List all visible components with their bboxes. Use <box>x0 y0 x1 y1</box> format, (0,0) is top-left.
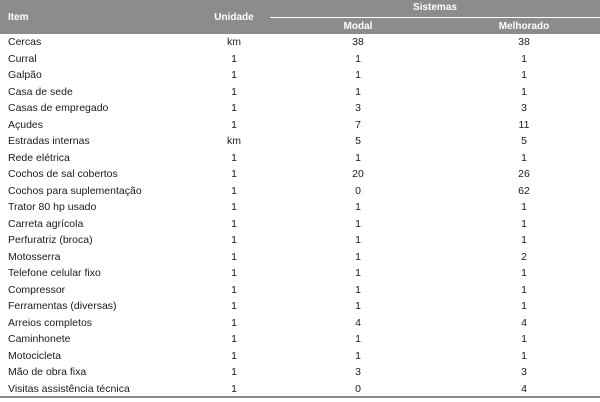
table-row <box>0 216 600 233</box>
cell-melhorado: 38 <box>518 36 530 48</box>
cell-item: Cochos de sal cobertos <box>8 168 118 180</box>
cell-modal: 1 <box>355 52 361 65</box>
cell-modal: 0 <box>355 184 361 197</box>
cell-unidade: 1 <box>231 333 237 345</box>
table-row <box>0 232 600 249</box>
cell-melhorado: 2 <box>521 250 527 263</box>
cell-modal: 1 <box>355 234 361 246</box>
cell-item: Compressor <box>8 283 66 296</box>
cell-unidade: km <box>227 36 241 48</box>
table-row <box>0 34 600 51</box>
cell-item: Mão de obra fixa <box>8 366 87 378</box>
cell-melhorado: 1 <box>521 234 527 246</box>
cell-unidade: 1 <box>231 300 237 312</box>
cell-modal: 3 <box>355 102 361 114</box>
cell-modal: 1 <box>355 217 361 230</box>
cell-melhorado: 3 <box>521 366 527 378</box>
cell-melhorado: 5 <box>521 135 527 147</box>
cell-melhorado: 26 <box>518 168 530 180</box>
cell-modal: 1 <box>355 151 361 164</box>
cell-unidade: 1 <box>231 151 237 164</box>
table-row <box>0 381 600 398</box>
cell-item: Açudes <box>8 118 44 131</box>
table-row <box>0 67 600 84</box>
cell-item: Arreios completos <box>8 316 93 329</box>
cell-unidade: 1 <box>231 250 237 263</box>
table-row <box>0 265 600 282</box>
cell-item: Rede elétrica <box>8 151 70 164</box>
cell-item: Visitas assistência técnica <box>8 382 130 395</box>
cell-unidade: 1 <box>231 118 237 131</box>
cell-melhorado: 1 <box>521 267 527 279</box>
cell-melhorado: 1 <box>521 300 527 312</box>
cell-unidade: 1 <box>231 69 237 81</box>
header-sistemas: Sistemas <box>413 2 457 13</box>
cell-melhorado: 62 <box>518 184 530 197</box>
cell-unidade: km <box>227 135 241 147</box>
cell-melhorado: 1 <box>521 349 527 362</box>
cell-unidade: 1 <box>231 52 237 65</box>
cell-unidade: 1 <box>231 267 237 279</box>
cell-modal: 1 <box>355 201 361 213</box>
cell-melhorado: 1 <box>521 201 527 213</box>
table-row <box>0 133 600 150</box>
table-row <box>0 282 600 299</box>
cell-unidade: 1 <box>231 283 237 296</box>
cell-unidade: 1 <box>231 349 237 362</box>
cell-melhorado: 4 <box>521 382 527 395</box>
header-unidade: Unidade <box>214 12 254 23</box>
table-row <box>0 315 600 332</box>
table-row <box>0 199 600 216</box>
cell-item: Estradas internas <box>8 135 90 147</box>
cell-melhorado: 1 <box>521 151 527 164</box>
cell-item: Motocicleta <box>8 349 62 362</box>
table-row <box>0 298 600 315</box>
cell-modal: 1 <box>355 283 361 296</box>
cell-modal: 1 <box>355 85 361 98</box>
cell-modal: 1 <box>355 300 361 312</box>
cell-melhorado: 1 <box>521 52 527 65</box>
cell-modal: 1 <box>355 333 361 345</box>
cell-item: Motosserra <box>8 250 61 263</box>
cell-item: Perfuratriz (broca) <box>8 234 93 246</box>
cell-unidade: 1 <box>231 85 237 98</box>
cell-unidade: 1 <box>231 234 237 246</box>
cell-modal: 1 <box>355 250 361 263</box>
table-bottom-rule <box>0 396 600 398</box>
cell-unidade: 1 <box>231 366 237 378</box>
table-row <box>0 364 600 381</box>
cell-unidade: 1 <box>231 217 237 230</box>
cell-modal: 38 <box>352 36 364 48</box>
table-row <box>0 51 600 68</box>
cell-item: Galpão <box>8 69 42 81</box>
cell-melhorado: 1 <box>521 283 527 296</box>
cell-item: Cochos para suplementação <box>8 184 142 197</box>
cell-modal: 1 <box>355 267 361 279</box>
cell-unidade: 1 <box>231 316 237 329</box>
cell-melhorado: 3 <box>521 102 527 114</box>
cell-item: Casa de sede <box>8 85 73 98</box>
cell-melhorado: 1 <box>521 333 527 345</box>
table-row <box>0 166 600 183</box>
cell-item: Telefone celular fixo <box>8 267 101 279</box>
cell-modal: 20 <box>352 168 364 180</box>
header-item: Item <box>8 12 29 23</box>
cell-modal: 7 <box>355 118 361 131</box>
cell-item: Curral <box>8 52 37 65</box>
cell-unidade: 1 <box>231 168 237 180</box>
table-row <box>0 331 600 348</box>
cell-item: Cercas <box>8 36 42 48</box>
table-row <box>0 183 600 200</box>
cell-melhorado: 1 <box>521 217 527 230</box>
cell-unidade: 1 <box>231 382 237 395</box>
table-body <box>0 34 600 397</box>
table-row <box>0 84 600 101</box>
cell-modal: 1 <box>355 69 361 81</box>
cell-item: Carreta agrícola <box>8 217 84 230</box>
cell-unidade: 1 <box>231 201 237 213</box>
table-header <box>0 0 600 34</box>
cell-modal: 4 <box>355 316 361 329</box>
header-divider <box>270 17 600 18</box>
cell-melhorado: 1 <box>521 69 527 81</box>
cell-modal: 3 <box>355 366 361 378</box>
table-row <box>0 150 600 167</box>
cell-unidade: 1 <box>231 184 237 197</box>
header-modal: Modal <box>343 21 373 32</box>
cell-melhorado: 1 <box>521 85 527 98</box>
cell-melhorado: 11 <box>518 118 530 131</box>
cell-item: Ferramentas (diversas) <box>8 300 117 312</box>
table-row <box>0 249 600 266</box>
cell-melhorado: 4 <box>521 316 527 329</box>
header-melhorado: Melhorado <box>498 21 550 32</box>
table-row <box>0 348 600 365</box>
table-row <box>0 117 600 134</box>
cell-modal: 0 <box>355 382 361 395</box>
cell-modal: 1 <box>355 349 361 362</box>
table-row <box>0 100 600 117</box>
cell-modal: 5 <box>355 135 361 147</box>
cell-unidade: 1 <box>231 102 237 114</box>
cell-item: Caminhonete <box>8 333 71 345</box>
cell-item: Trator 80 hp usado <box>8 201 97 213</box>
cell-item: Casas de empregado <box>8 102 109 114</box>
